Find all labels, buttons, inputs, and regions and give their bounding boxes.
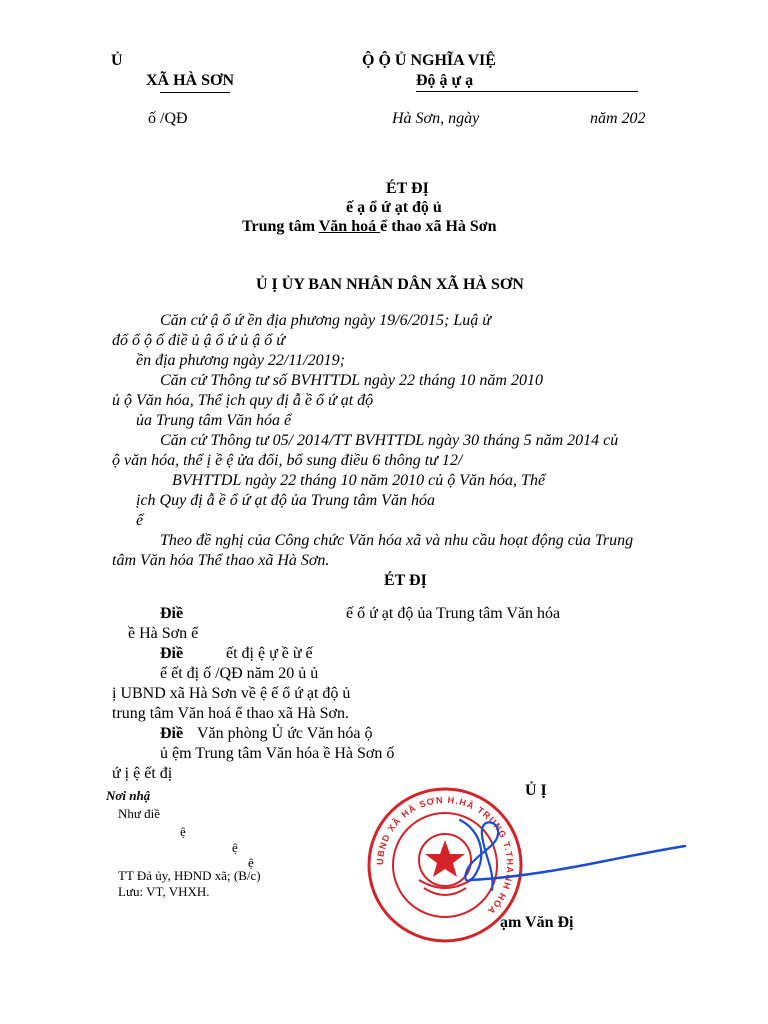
header-right-underline <box>416 91 638 92</box>
recipient-line: ệ <box>248 855 254 870</box>
legal-basis-line: BVHTTDL ngày 22 tháng 10 năm 2010 củ ộ Văn hóa, Thể <box>172 472 546 489</box>
document-subject <box>242 218 497 236</box>
signature-position: Ủ Ị <box>525 782 547 799</box>
article-line: Điề <box>160 645 184 662</box>
article-line: ế ổ ứ ạt độ ủa Trung tâm Văn hóa <box>346 605 561 622</box>
recipient-line: ệ <box>180 824 186 839</box>
subject-part-c: ể thao xã Hà Sơn <box>380 218 497 235</box>
header-right-line2: Độ ậ ự ạ <box>416 72 474 89</box>
decision-number: ố /QĐ <box>148 110 188 127</box>
legal-basis-line: ủ ộ Văn hóa, Thể ịch quy đị ẫ ề ổ ứ ạt độ <box>112 392 374 409</box>
recipient-line: TT Đả ủy, HĐND xã; (B/c) <box>118 868 261 883</box>
article-line: ứ ị ệ ết đị <box>112 765 173 782</box>
recipients-title: Nơi nhậ <box>106 788 151 803</box>
legal-basis-line: Căn cứ Thông tư 05/ 2014/TT BVHTTDL ngày 30 tháng 5 năm 2014 củ <box>160 432 619 449</box>
year: năm 202 <box>590 110 646 127</box>
legal-basis-line: ộ văn hóa, thể ị ề ệ ửa đổi, bổ sung điều 6 thông tư 12/ <box>112 452 463 469</box>
recipient-line: ệ <box>232 840 238 855</box>
signer-name: ạm Văn Đị <box>500 914 574 931</box>
place-date: Hà Sơn, ngày <box>392 110 480 127</box>
handwritten-signature-icon <box>440 800 690 910</box>
header-left-underline <box>160 92 230 93</box>
legal-basis-line: Căn cứ Thông tư số BVHTTDL ngày 22 tháng 10 năm 2010 <box>160 372 543 389</box>
document-subtitle: ế ạ ổ ứ ạt độ ủ <box>346 199 442 216</box>
article-line: ị UBND xã Hà Sơn về ệ ế ổ ứ ạt độ ủ <box>112 685 351 702</box>
document-title: ÉT ĐỊ <box>386 180 429 197</box>
decide-title: ÉT ĐỊ <box>384 572 427 589</box>
legal-basis-line: ịch Quy đị ẫ ề ổ ứ ạt độ ủa Trung tâm Văn hóa <box>136 492 435 509</box>
subject-part-a: Trung tâm <box>242 218 319 235</box>
header-left-line1: Ủ <box>111 52 123 69</box>
legal-basis-line: ủa Trung tâm Văn hóa ể <box>136 412 292 429</box>
legal-basis-line: ể <box>136 512 144 529</box>
article-line: Văn phòng Ủ ức Văn hóa ộ <box>197 725 373 742</box>
header-right-line1: Ộ Ộ Ủ NGHĨA VIỆ <box>362 52 496 69</box>
article-line: ủ ệm Trung tâm Văn hóa ề Hà Sơn ố <box>160 745 395 762</box>
legal-basis-line: tâm Văn hóa Thể thao xã Hà Sơn. <box>112 552 330 569</box>
legal-basis-line: ền địa phương ngày 22/11/2019; <box>136 352 345 369</box>
recipient-line: Lưu: VT, VHXH. <box>118 884 210 899</box>
article-line: ết đị ệ ự ề ừ ế <box>226 645 313 662</box>
article-line: Điề <box>160 605 184 622</box>
legal-basis-line: Căn cứ ậ ổ ứ ền địa phương ngày 19/6/2015; Luậ ử <box>160 312 491 329</box>
article-line: trung tâm Văn hoá ể thao xã Hà Sơn. <box>112 705 349 722</box>
header-left-line2: XÃ HÀ SƠN <box>146 72 235 89</box>
recipient-line: Như điề <box>118 806 161 821</box>
article-line: Điề <box>160 725 184 742</box>
stamp-ring-text: UBND XÃ HÀ SƠN H.HÀ TRUNG T.THANH HÓA <box>374 794 516 917</box>
article-line: ề Hà Sơn ể <box>128 625 199 642</box>
subject-part-b: Văn hoá <box>318 218 381 235</box>
legal-basis-line: đổ ổ ộ ố điề ủ ậ ổ ứ ủ ậ ổ ứ <box>112 332 285 349</box>
legal-basis-line: Theo đề nghị của Công chức Văn hóa xã và nhu cầu hoạt động của Trung <box>160 532 634 549</box>
article-line: ế ết đị ố /QĐ năm 20 ủ ủ <box>160 665 319 682</box>
issuing-authority: Ủ Ị ỦY BAN NHÂN DÂN XÃ HÀ SƠN <box>256 276 524 293</box>
